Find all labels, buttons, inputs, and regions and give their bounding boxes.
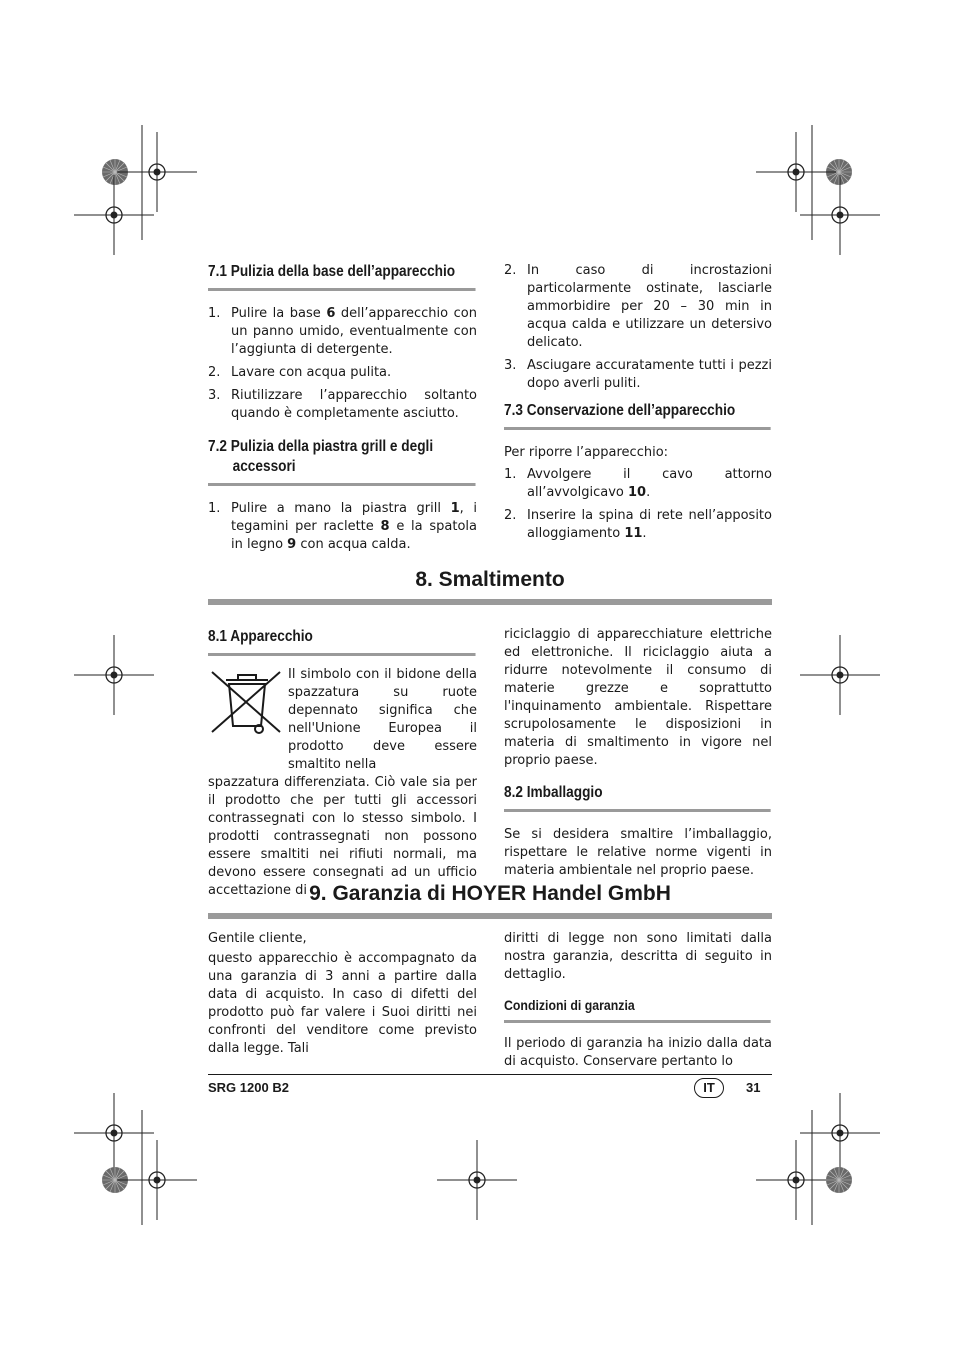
section-9-left xyxy=(208,930,477,1058)
text-9-continued: diritti di legge non sono limitati dalla nostra garanzia, descritta di seguito in dettaglio. xyxy=(504,931,772,982)
list-7-2-continued xyxy=(504,262,772,393)
heading-8: 8. Smaltimento xyxy=(415,568,565,591)
heading-8-1: 8.1 Apparecchio xyxy=(208,627,475,656)
list-item: 1. Avvolgere il cavo attorno all’avvolgicavo 10. xyxy=(504,467,772,500)
list-item: 2. Lavare con acqua pulita. xyxy=(208,365,392,380)
heading-8-2: 8.2 Imballaggio xyxy=(504,783,770,812)
greeting: Gentile cliente, xyxy=(208,931,307,946)
list-item: 1. Pulire la base 6 dell’apparecchio con un panno umido, eventualmente con l’aggiunta di detergente. xyxy=(208,306,477,357)
section-rule xyxy=(208,913,772,919)
page-number: 31 xyxy=(746,1080,761,1095)
list-7-3 xyxy=(504,466,772,543)
heading-7-3: 7.3 Conservazione dell’apparecchio xyxy=(504,401,770,430)
heading-9: 9. Garanzia di HOYER Handel GmbH xyxy=(309,882,671,905)
list-item: 1. Pulire a mano la piastra grill 1, i tegamini per raclette 8 e la spatola in legno 9 con acqua calda. xyxy=(208,501,477,552)
list-item: 2. In caso di incrostazioni particolarmente ostinate, lasciarle ammorbidire per 20 – 30 min in acqua calda e utilizzare un detersivo delicato. xyxy=(504,263,772,350)
heading-7-1: 7.1 Pulizia della base dell’apparecchio xyxy=(208,262,475,291)
text-8-2: Se si desidera smaltire l’imballaggio, rispettare le relative norme vigenti in materia ambientale nel proprio paese. xyxy=(504,827,772,878)
list-item: 3. Riutilizzare l’apparecchio soltanto quando è completamente asciutto. xyxy=(208,388,477,421)
list-item: 3. Asciugare accuratamente tutti i pezzi dopo averli puliti. xyxy=(504,358,772,391)
right-column-top xyxy=(504,262,772,548)
language-badge: IT xyxy=(694,1078,724,1098)
list-item: 2. Inserire la spina di rete nell’apposito alloggiamento 11. xyxy=(504,508,772,541)
section-9-right xyxy=(504,930,772,1071)
section-7-1 xyxy=(208,262,477,559)
text-9: questo apparecchio è accompagnato da una garanzia di 3 anni a partire dalla data di acquisto. In caso di difetti del prodotto può far valere i Suoi diritti nei confronti del venditore come previsto dalla legge. Tali xyxy=(208,951,477,1056)
heading-warranty-conditions: Condizioni di garanzia xyxy=(504,996,770,1023)
section-rule xyxy=(208,599,772,605)
text-8-1-continued: riciclaggio di apparecchiature elettriche ed elettroniche. Il riciclaggio aiuta a ridurre notevolmente il consumo di materie grezze e soprattutto l'inquinamento ambientale. Rispettare scrupolosamente le disposizioni in materia di smaltimento in vigore nel proprio paese. xyxy=(504,627,772,768)
crossed-out-wheelie-bin-icon xyxy=(208,666,286,742)
list-7-1 xyxy=(208,305,477,423)
footer-rule xyxy=(208,1074,772,1075)
section-8-1 xyxy=(208,627,477,900)
heading-7-2: 7.2 Pulizia della piastra grill e degli accessori xyxy=(208,437,475,486)
text-8-1-icon: Il simbolo con il bidone della spazzatura su ruote depennato significa che nell'Unione Europea il prodotto deve essere smaltito nella xyxy=(288,667,477,772)
intro-7-3: Per riporre l’apparecchio: xyxy=(504,445,669,460)
text-warranty-conditions: Il periodo di garanzia ha inizio dalla data di acquisto. Conservare pertanto lo xyxy=(504,1036,772,1069)
text-8-1: spazzatura differenziata. Ciò vale sia per il prodotto che per tutti gli accessori contrassegnati con lo stesso simbolo. I prodotti contrassegnati non possono essere smaltiti nei rifiuti normali, ma devono essere consegnati ad un ufficio accettazione di xyxy=(208,775,477,898)
list-7-2 xyxy=(208,500,477,554)
footer-model: SRG 1200 B2 xyxy=(208,1080,289,1095)
right-column-middle xyxy=(504,626,772,880)
